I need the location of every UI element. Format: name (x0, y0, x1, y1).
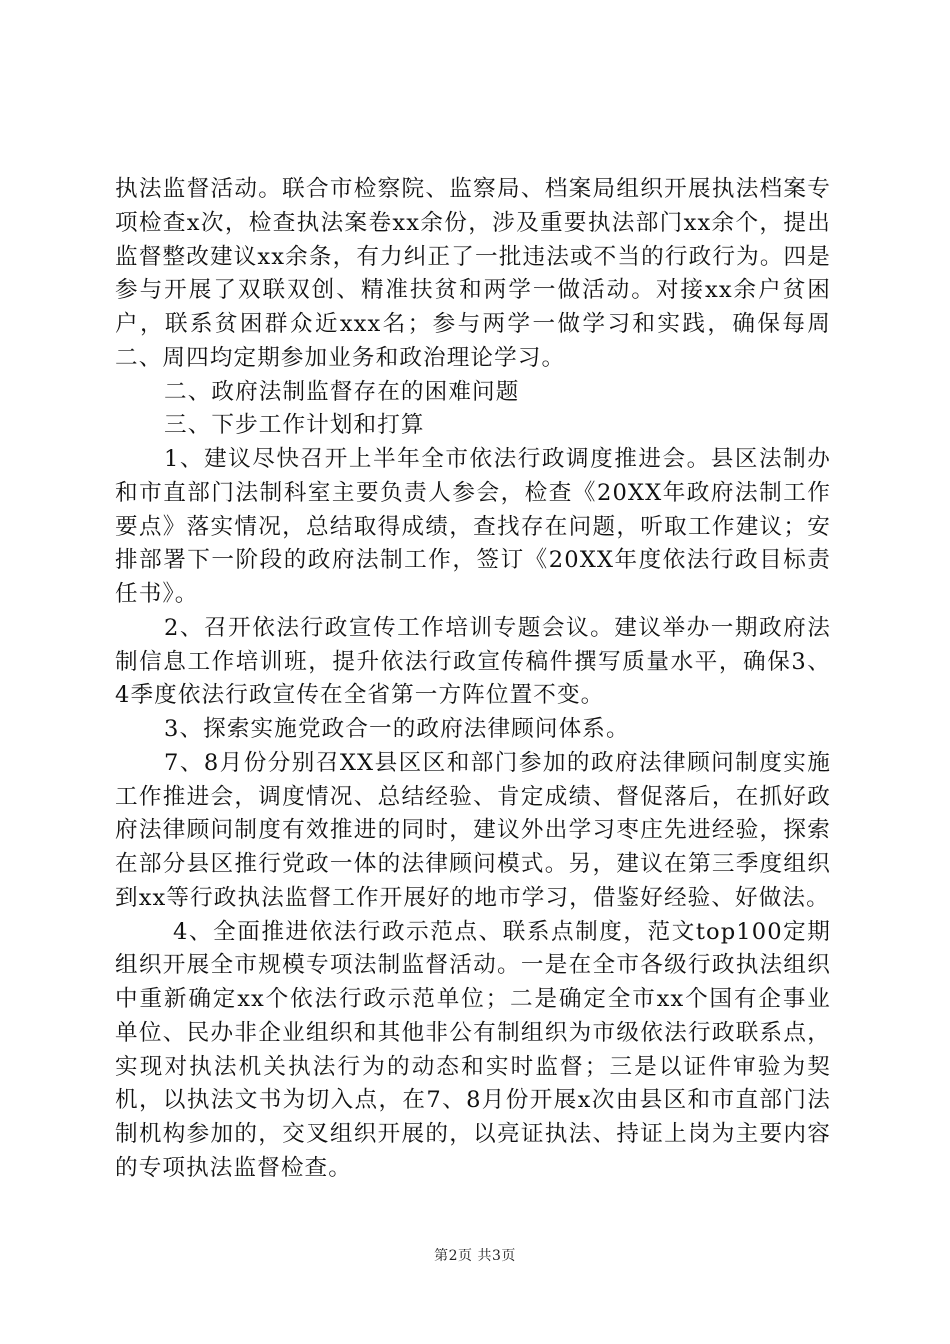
paragraph-item-7-8: 7、8月份分别召XX县区区和部门参加的政府法律顾问制度实施工作推进会，调度情况、总结经验、肯定成绩、督促落后，在抓好政府法律顾问制度有效推进的同时，建议外出学习枣庄先进经验，探索在部分县区推行党政一体的法律顾问模式。另，建议在第三季度组织到xx等行政执法监督工作开展好的地市学习，借鉴好经验、好做法。 (115, 749, 831, 911)
paragraph-item-2: 2、召开依法行政宣传工作培训专题会议。建议举办一期政府法制信息工作培训班，提升依法行政宣传稿件撰写质量水平，确保3、4季度依法行政宣传在全省第一方阵位置不变。 (115, 614, 831, 709)
section-heading-next-steps: 三、下步工作计划和打算 (164, 412, 425, 439)
paragraph-item-1: 1、建议尽快召开上半年全市依法行政调度推进会。县区法制办和市直部门法制科室主要负责人参会，检查《20XX年政府法制工作要点》落实情况，总结取得成绩，查找存在问题，听取工作建议；安排部署下一阶段的政府法制工作，签订《20XX年度依法行政目标责任书》。 (115, 446, 831, 607)
document-body (115, 173, 831, 1186)
page-number-footer: 第2页 共3页 (434, 1248, 516, 1264)
paragraph-work-summary: 执法监督活动。联合市检察院、监察局、档案局组织开展执法档案专项检查x次，检查执法案卷xx余份，涉及重要执法部门xx余个，提出监督整改建议xx余条，有力纠正了一批违法或不当的行政行为。四是参与开展了双联双创、精准扶贫和两学一做活动。对接xx余户贫困户，联系贫困群众近xxx名；参与两学一做学习和实践，确保每周二、周四均定期参加业务和政治理论学习。 (115, 176, 831, 371)
paragraph-item-4: 4、全面推进依法行政示范点、联系点制度，范文top100定期组织开展全市规模专项法制监督活动。一是在全市各级行政执法组织中重新确定xx个依法行政示范单位；二是确定全市xx个国有企事业单位、民办非企业组织和其他非公有制组织为市级依法行政联系点，实现对执法机关执法行为的动态和实时监督；三是以证件审验为契机，以执法文书为切入点，在7、8月份开展x次由县区和市直部门法制机构参加的，交叉组织开展的，以亮证执法、持证上岗为主要内容的专项执法监督检查。 (115, 918, 831, 1181)
section-heading-difficulties: 二、政府法制监督存在的困难问题 (164, 378, 520, 405)
paragraph-item-3: 3、探索实施党政合一的政府法律顾问体系。 (164, 716, 630, 742)
